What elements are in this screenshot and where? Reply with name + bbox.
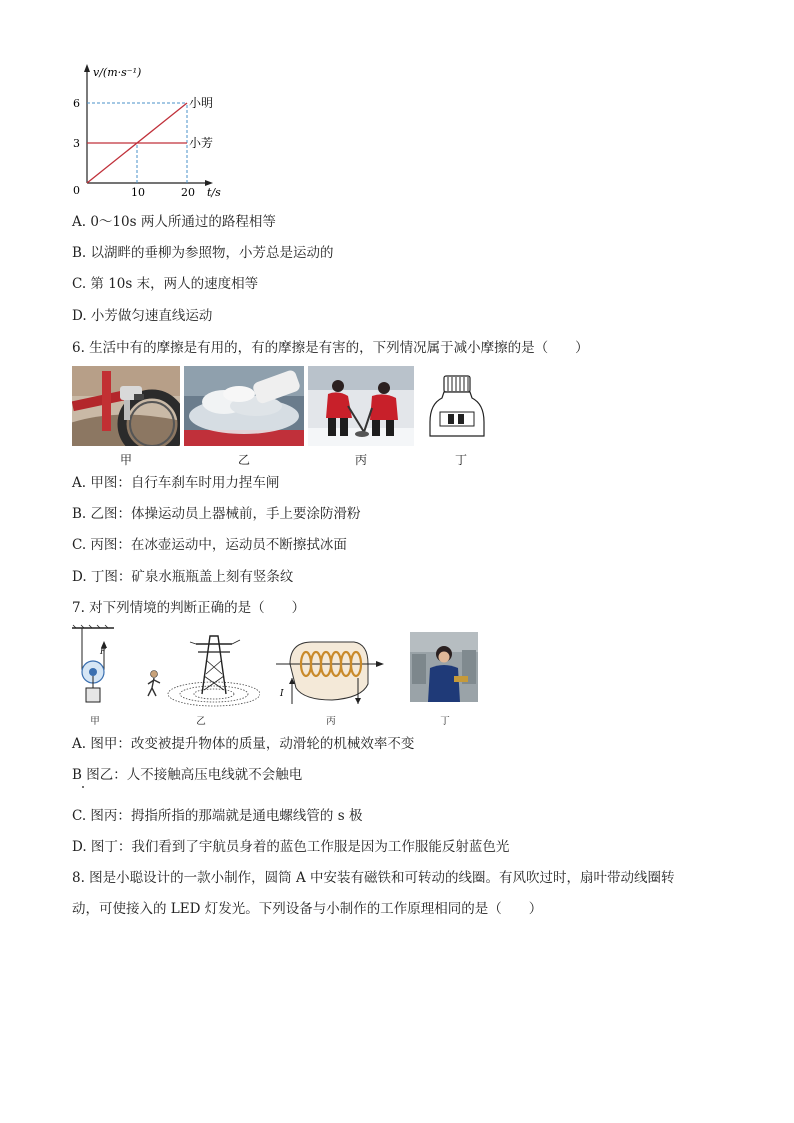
q6-caption-yi: 乙 — [237, 453, 250, 467]
origin-label: 0 — [73, 184, 80, 197]
q5-option-b[interactable]: B. 以湖畔的垂柳为参照物，小芳总是运动的 — [72, 245, 334, 261]
y-tick-label-1: 6 — [73, 97, 80, 110]
series-label-0: 小明 — [189, 96, 214, 110]
q8-stem-line1: 8. 图是小聪设计的一款小制作，圆筒 A 中安装有磁铁和可转动的线圈。有风吹过时，扇叶带动线圈转 — [72, 870, 675, 886]
q7-caption-jia: 甲 — [90, 716, 100, 727]
q6-bottle-cap-drawing — [426, 374, 488, 454]
q5-option-d[interactable]: D. 小芳做匀速直线运动 — [72, 308, 213, 324]
stray-dot — [82, 786, 84, 788]
q7-pulley-diagram — [68, 624, 118, 710]
q6-stem: 6. 生活中有的摩擦是有用的，有的摩擦是有害的，下列情况属于减小摩擦的是（ ） — [72, 340, 589, 356]
q7-caption-yi: 乙 — [196, 716, 206, 727]
q6-option-a[interactable]: A. 甲图：自行车刹车时用力捏车闸 — [72, 475, 280, 491]
q7-option-c[interactable]: C. 图丙：拇指所指的那端就是通电螺线管的 s 极 — [72, 808, 363, 824]
q5-option-c[interactable]: C. 第 10s 末，两人的速度相等 — [72, 276, 259, 292]
x-tick-label-1: 20 — [181, 186, 195, 199]
q7-caption-bing: 丙 — [326, 716, 336, 727]
q7-caption-ding: 丁 — [440, 716, 450, 727]
q7-photo-astronaut — [410, 632, 478, 702]
q7-high-voltage-diagram — [140, 630, 260, 710]
x-axis-label: t/s — [207, 186, 221, 199]
y-axis-arrow — [84, 64, 90, 72]
x-tick-label-0: 10 — [131, 186, 145, 199]
y-tick-label-0: 3 — [73, 137, 80, 150]
q6-caption-jia: 甲 — [119, 453, 132, 467]
q7-option-a[interactable]: A. 图甲：改变被提升物体的质量，动滑轮的机械效率不变 — [72, 736, 415, 752]
q8-stem-line2: 动，可使接入的 LED 灯发光。下列设备与小制作的工作原理相同的是（ ） — [72, 901, 543, 917]
q7-force-label: F — [100, 647, 106, 656]
q6-option-c[interactable]: C. 丙图：在冰壶运动中，运动员不断擦拭冰面 — [72, 537, 347, 553]
q5-option-a[interactable]: A. 0～10s 两人所通过的路程相等 — [72, 214, 276, 230]
series-label-1: 小芳 — [189, 136, 214, 150]
q7-stem: 7. 对下列情境的判断正确的是（ ） — [72, 600, 306, 616]
q6-option-d[interactable]: D. 丁图：矿泉水瓶瓶盖上刻有竖条纹 — [72, 569, 294, 585]
q7-current-label: I — [280, 689, 284, 699]
q7-option-d[interactable]: D. 图丁：我们看到了宇航员身着的蓝色工作服是因为工作服能反射蓝色光 — [72, 839, 510, 855]
q7-solenoid-diagram — [272, 634, 390, 710]
q6-caption-ding: 丁 — [454, 453, 467, 467]
q6-photo-gymnast-chalk — [184, 366, 304, 446]
y-axis-label: v/(m·s⁻¹) — [93, 66, 142, 79]
q6-photo-bicycle-brake — [72, 366, 180, 446]
q6-option-b[interactable]: B. 乙图：体操运动员上器械前，手上要涂防滑粉 — [72, 506, 361, 522]
q7-option-b[interactable]: B 图乙：人不接触高压电线就不会触电 — [72, 767, 303, 783]
velocity-time-chart — [60, 58, 250, 208]
q6-caption-bing: 丙 — [354, 453, 367, 467]
q6-photo-curling-sweep — [308, 366, 414, 446]
